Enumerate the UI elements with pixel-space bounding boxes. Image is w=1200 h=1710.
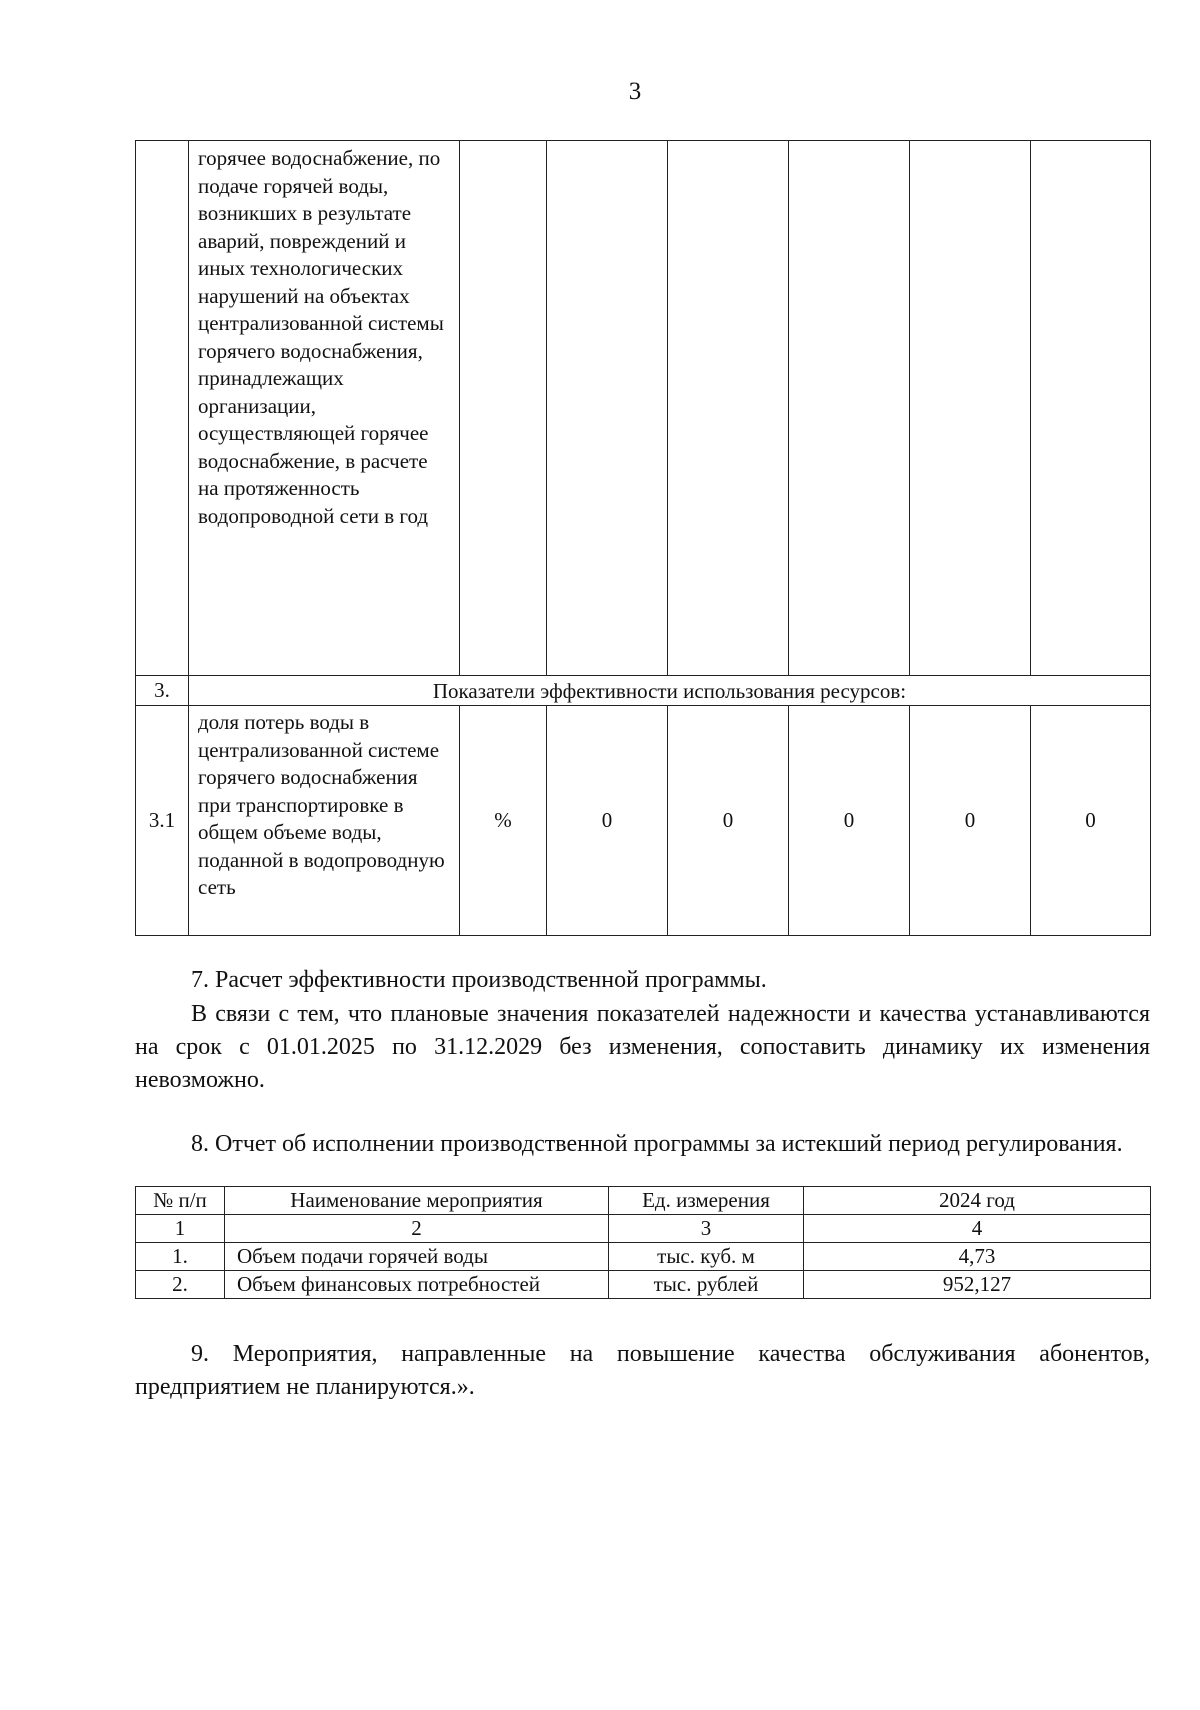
indicators-table (135, 140, 1151, 936)
value-cell: 0 (547, 706, 668, 936)
section-number: 3. (136, 676, 189, 706)
indicator-description: доля потерь воды в централизованной системе горячего водоснабжения при транспортировке в общем объеме воды, поданной в водопроводную сеть (189, 706, 460, 936)
section-7-heading: 7. Расчет эффективности производственной программы. (191, 967, 767, 993)
section-7-text: В связи с тем, что плановые значения показателей надежности и качества устанавливаются на срок с 01.01.2025 по 31.12.2029 без изменения, сопоставить динамику их изменения невозможно. (135, 1001, 1150, 1093)
unit-cell: тыс. куб. м (609, 1243, 804, 1271)
value-cell: 0 (1031, 706, 1151, 936)
column-header: 2024 год (804, 1187, 1151, 1215)
section-9-text: 9. Мероприятия, направленные на повышение качества обслуживания абонентов, предприятием не планируются.». (135, 1341, 1150, 1400)
column-header: Наименование мероприятия (225, 1187, 609, 1215)
activity-name: Объем подачи горячей воды (225, 1243, 609, 1271)
value-cell: 0 (789, 706, 910, 936)
row-number-cell (136, 141, 189, 676)
row-number: 1. (136, 1243, 225, 1271)
table-header-row (136, 1187, 1151, 1215)
activity-name: Объем финансовых потребностей (225, 1271, 609, 1299)
value-cell: 952,127 (804, 1271, 1151, 1299)
row-number: 2. (136, 1271, 225, 1299)
section-8-heading: 8. Отчет об исполнении производственной программы за истекший период регулирования. (191, 1131, 1123, 1157)
section-title: Показатели эффективности использования ресурсов: (189, 676, 1151, 706)
report-table (135, 1186, 1151, 1299)
table-column-numbers-row (136, 1215, 1151, 1243)
table-row-section-3 (136, 676, 1151, 706)
value-cell: 0 (668, 706, 789, 936)
column-number: 3 (609, 1215, 804, 1243)
page-number: 3 (628, 78, 642, 105)
value-cell: 0 (910, 706, 1031, 936)
unit-cell: % (460, 706, 547, 936)
row-number: 3.1 (136, 706, 189, 936)
column-number: 4 (804, 1215, 1151, 1243)
column-number: 1 (136, 1215, 225, 1243)
table-row (136, 1271, 1151, 1299)
column-header: № п/п (136, 1187, 225, 1215)
table-row-continued (136, 141, 1151, 676)
column-number: 2 (225, 1215, 609, 1243)
table-row (136, 1243, 1151, 1271)
column-header: Ед. измерения (609, 1187, 804, 1215)
table-row-3-1 (136, 706, 1151, 936)
indicator-description: горячее водоснабжение, по подаче горячей воды, возникших в результате аварий, повреждений и иных технологических нарушений на объектах централизованной системы горячего водоснабжения, принадлежащих организации, осуществляющей горячее водоснабжение, в расчете на протяженность водопроводной сети в год (189, 141, 460, 676)
unit-cell: тыс. рублей (609, 1271, 804, 1299)
value-cell: 4,73 (804, 1243, 1151, 1271)
